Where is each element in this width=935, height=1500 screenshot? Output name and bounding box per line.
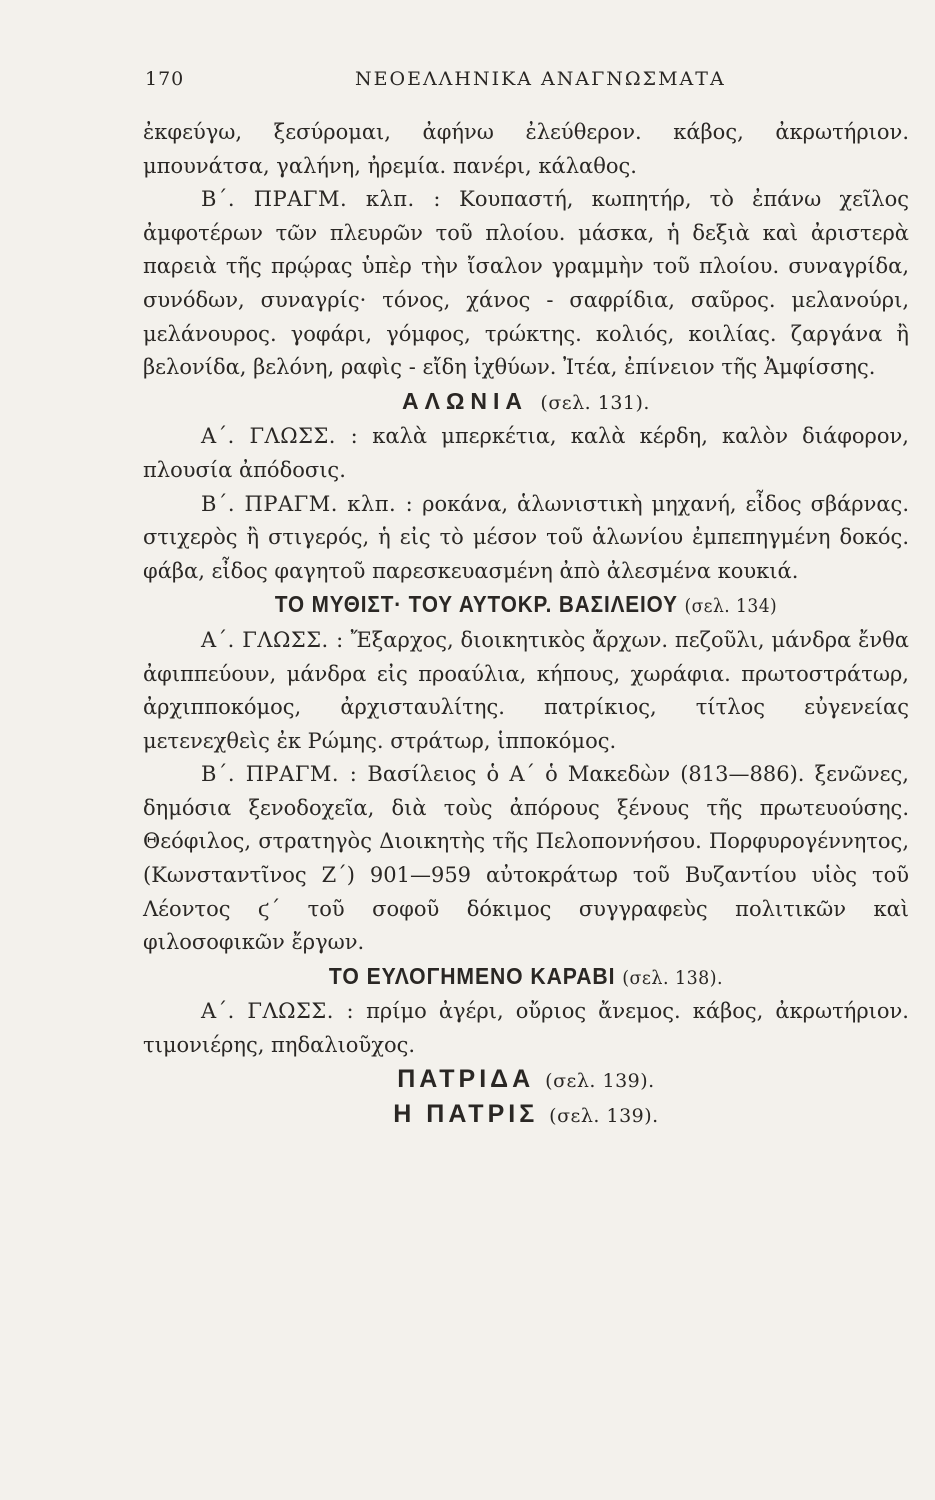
section-heading	[181, 588, 870, 624]
page-reference: (σελ. 139).	[545, 1069, 655, 1092]
paragraph	[143, 116, 909, 183]
section-label: Β΄. ΠΡΑΓΜ. κλπ. :	[201, 187, 441, 212]
heading-title: ΤΟ ΕΥΛΟΓΗΜΕΝΟ ΚΑΡΑΒΙ	[328, 962, 616, 989]
section-heading	[174, 960, 879, 996]
section-heading	[143, 385, 909, 421]
section-label: Α΄. ΓΛΩΣΣ. :	[201, 424, 359, 449]
paragraph-text: ροκάνα, ἁλωνιστικὴ μηχανή, εἶδος σβάρνας. στιχερὸς ἢ στιγερός, ἡ εἰς τὸ μέσον τοῦ ἁλωνίου ἐμπεπηγμένη δοκός. φάβα, εἶδος φαγητοῦ παρεσκευασμένη ἀπὸ ἀλεσμένα κουκιά.	[143, 491, 909, 583]
paragraph-text: Ἔξαρχος, διοικητικὸς ἄρχων. πεζοῦλι, μάνδρα ἔνθα ἀφιππεύουν, μάνδρα εἰς προαύλια, κήπους, χωράφια. πρωτοστράτωρ, ἀρχιπποκόμος, ἀρχισταυλίτης. πατρίκιος, τίτλος εὐγενείας μετενεχθεὶς ἐκ Ρώμης. στράτωρ, ἱπποκόμος.	[143, 627, 909, 753]
page-reference: (σελ. 134)	[684, 595, 778, 618]
page-reference: (σελ. 131).	[540, 391, 650, 414]
section-label: Β΄. ΠΡΑΓΜ. κλπ. :	[201, 491, 414, 516]
paragraph	[143, 183, 909, 385]
paragraph	[143, 488, 909, 589]
paragraph	[143, 420, 909, 487]
page-number: 170	[145, 68, 185, 90]
heading-title: ΑΛΩΝΙΑ	[402, 387, 529, 414]
page-reference: (σελ. 138).	[622, 966, 724, 989]
running-title: ΝΕΟΕΛΛΗΝΙΚΑ ΑΝΑΓΝΩΣΜΑΤΑ	[355, 68, 726, 90]
paragraph-text: Κουπαστή, κωπητήρ, τὸ ἐπάνω χεῖλος ἀμφοτέρων τῶν πλευρῶν τοῦ πλοίου. μάσκα, ἡ δεξιὰ καὶ ἀριστερὰ παρειὰ τῆς πρῴρας ὑπὲρ τὴν ἴσαλον γραμμὴν τοῦ πλοίου. συναγρίδα, συνόδων, συναγρίς· τόνος, χάνος - σαφρίδια, σαῦρος. μελανούρι, μελάνουρος. γοφάρι, γόμφος, τρώκτης. κολιός, κοιλίας. ζαργάνα ἢ βελονίδα, βελόνη, ραφὶς - εἴδη ἰχθύων. Ἰτέα, ἐπίνειον τῆς Ἀμφίσσης.	[143, 187, 909, 380]
body-text	[143, 116, 909, 1134]
paragraph-text: καλὰ μπερκέτια, καλὰ κέρδη, καλὸν διάφορον, πλουσία ἀπόδοσις.	[143, 424, 909, 482]
paragraph-text: πρίμο ἀγέρι, οὔριος ἄνεμος. κάβος, ἀκρωτήριον. τιμονιέρης, πηδαλιοῦχος.	[143, 999, 909, 1058]
paragraph	[143, 758, 909, 960]
paragraph-text: Βασίλειος ὁ Α΄ ὁ Μακεδὼν (813—886). ξενῶνες, δημόσια ξενοδοχεῖα, διὰ τοὺς ἀπόρους ξένους τῆς πρωτευούσης. Θεόφιλος, στρατηγὸς Διοικητὴς τῆς Πελοποννήσου. Πορφυρογέννητος, (Κωνσταντῖνος Ζ΄) 901—959 αὐτοκράτωρ τοῦ Βυζαντίου υἱὸς τοῦ Λέοντος ϛ΄ τοῦ σοφοῦ δόκιμος συγγραφεὺς πολιτικῶν καὶ φιλοσοφικῶν ἔργων.	[143, 762, 909, 955]
section-label: Α΄. ΓΛΩΣΣ. :	[201, 627, 344, 652]
section-label: Α΄. ΓΛΩΣΣ. :	[201, 999, 355, 1024]
page-reference: (σελ. 139).	[549, 1105, 659, 1128]
heading-title: Η ΠΑΤΡΙΣ	[393, 1100, 539, 1129]
paragraph-text: ἐκφεύγω, ξεσύρομαι, ἀφήνω ἐλεύθερον. κάβος, ἀκρωτήριον. μπουνάτσα, γαλήνη, ἠρεμία. πανέρι, κάλαθος.	[143, 120, 909, 178]
section-heading	[143, 1063, 909, 1099]
paragraph	[143, 995, 909, 1062]
page-header	[145, 62, 865, 98]
section-label: Β΄. ΠΡΑΓΜ. :	[201, 762, 358, 787]
heading-title: ΠΑΤΡΙΔΑ	[397, 1064, 535, 1093]
heading-title: ΤΟ ΜΥΘΙΣΤ· ΤΟΥ ΑΥΤΟΚΡ. ΒΑΣΙΛΕΙΟΥ	[274, 591, 678, 618]
paragraph	[143, 624, 909, 758]
section-heading	[143, 1098, 909, 1134]
